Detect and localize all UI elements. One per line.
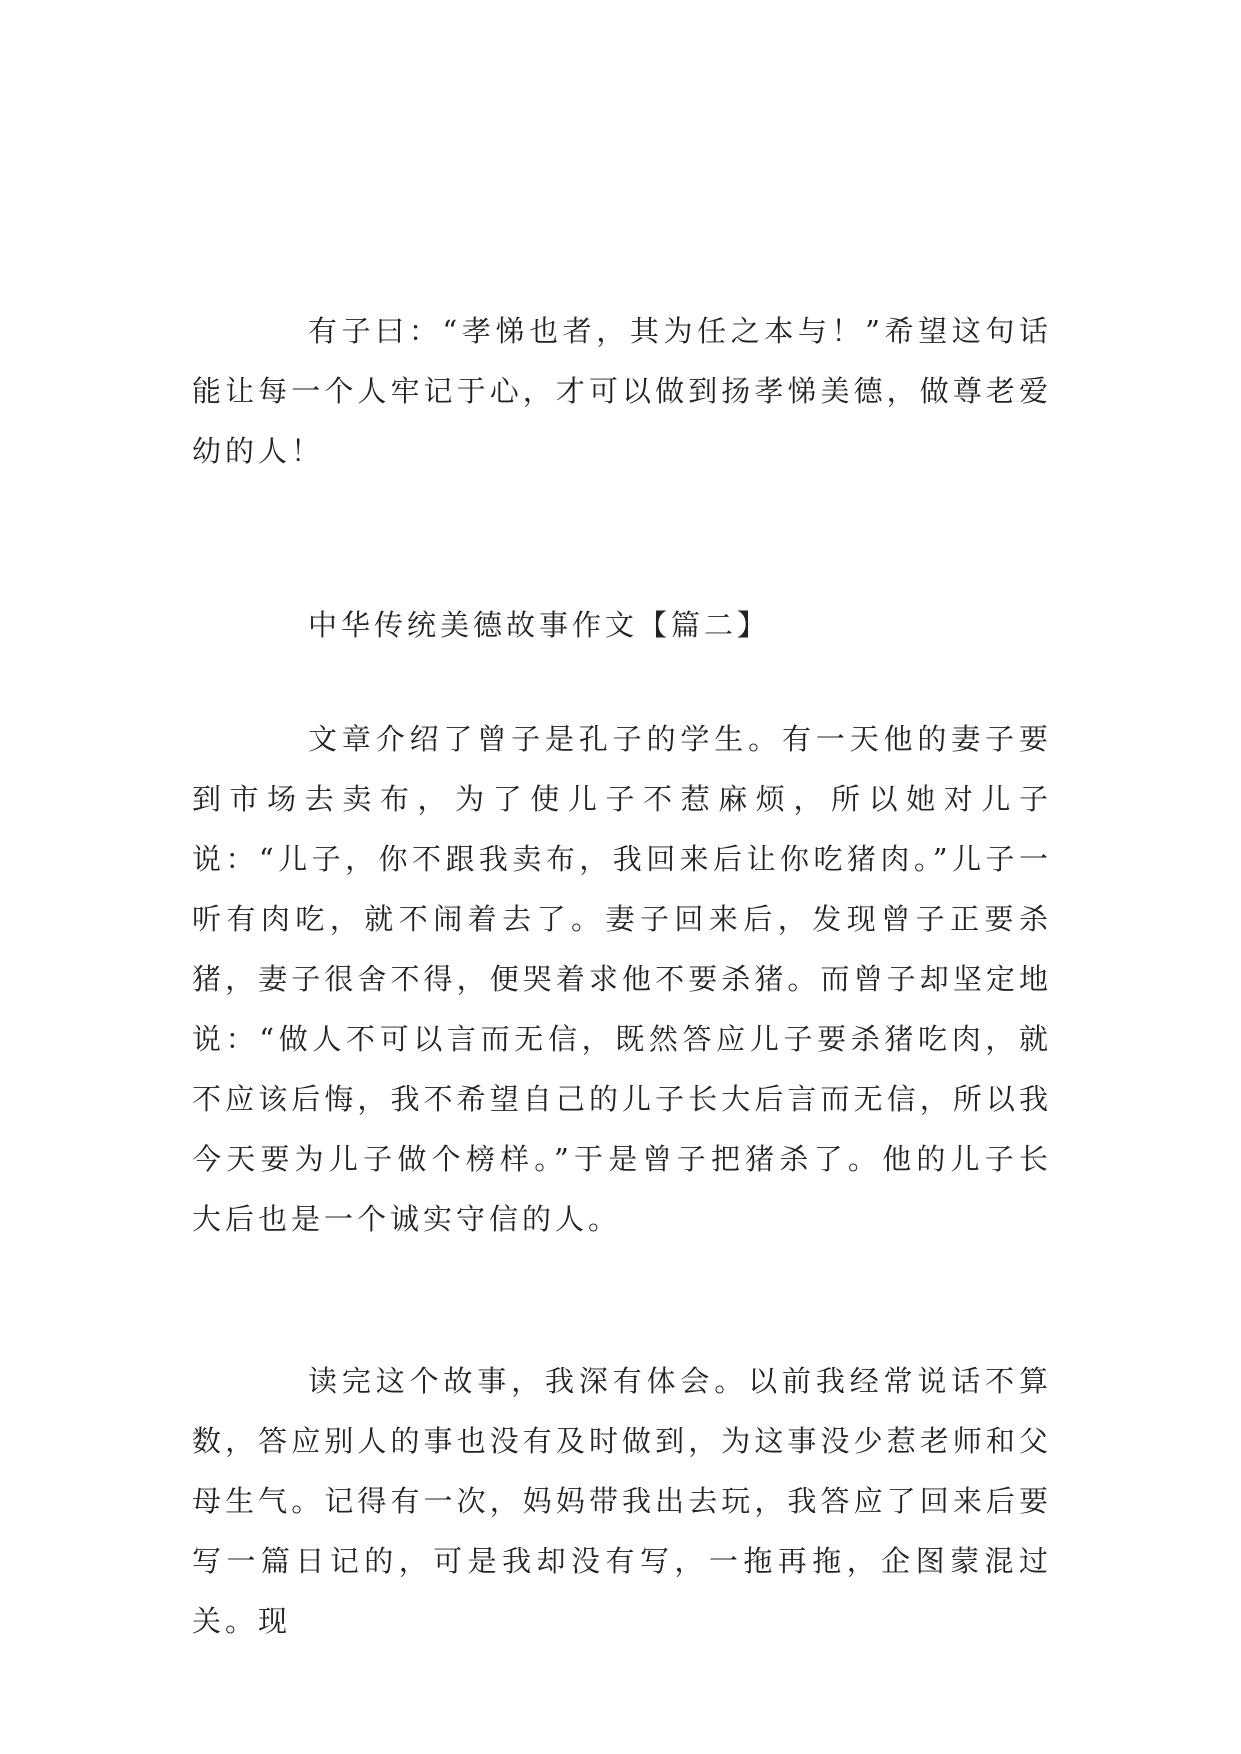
reflection-paragraph: 读完这个故事，我深有体会。以前我经常说话不算数，答应别人的事也没有及时做到，为这事没少惹老师和父母生气。记得有一次，妈妈带我出去玩，我答应了回来后要写一篇日记的，可是我却没有写，一拖再拖，企图蒙混过关。现 (192, 1364, 1052, 1638)
closing-paragraph: 有子曰：“孝悌也者，其为任之本与！”希望这句话能让每一个人牢记于心，才可以做到扬孝悌美德，做尊老爱幼的人！ (192, 314, 1052, 468)
section-heading: 中华传统美德故事作文【篇二】 (308, 608, 771, 642)
story-paragraph: 文章介绍了曾子是孔子的学生。有一天他的妻子要到市场去卖布，为了使儿子不惹麻烦，所以她对儿子说：“儿子，你不跟我卖布，我回来后让你吃猪肉。”儿子一听有肉吃，就不闹着去了。妻子回来后，发现曾子正要杀猪，妻子很舍不得，便哭着求他不要杀猪。而曾子却坚定地说：“做人不可以言而无信，既然答应儿子要杀猪吃肉，就不应该后悔，我不希望自己的儿子长大后言而无信，所以我今天要为儿子做个榜样。”于是曾子把猪杀了。他的儿子长大后也是一个诚实守信的人。 (192, 722, 1052, 1236)
